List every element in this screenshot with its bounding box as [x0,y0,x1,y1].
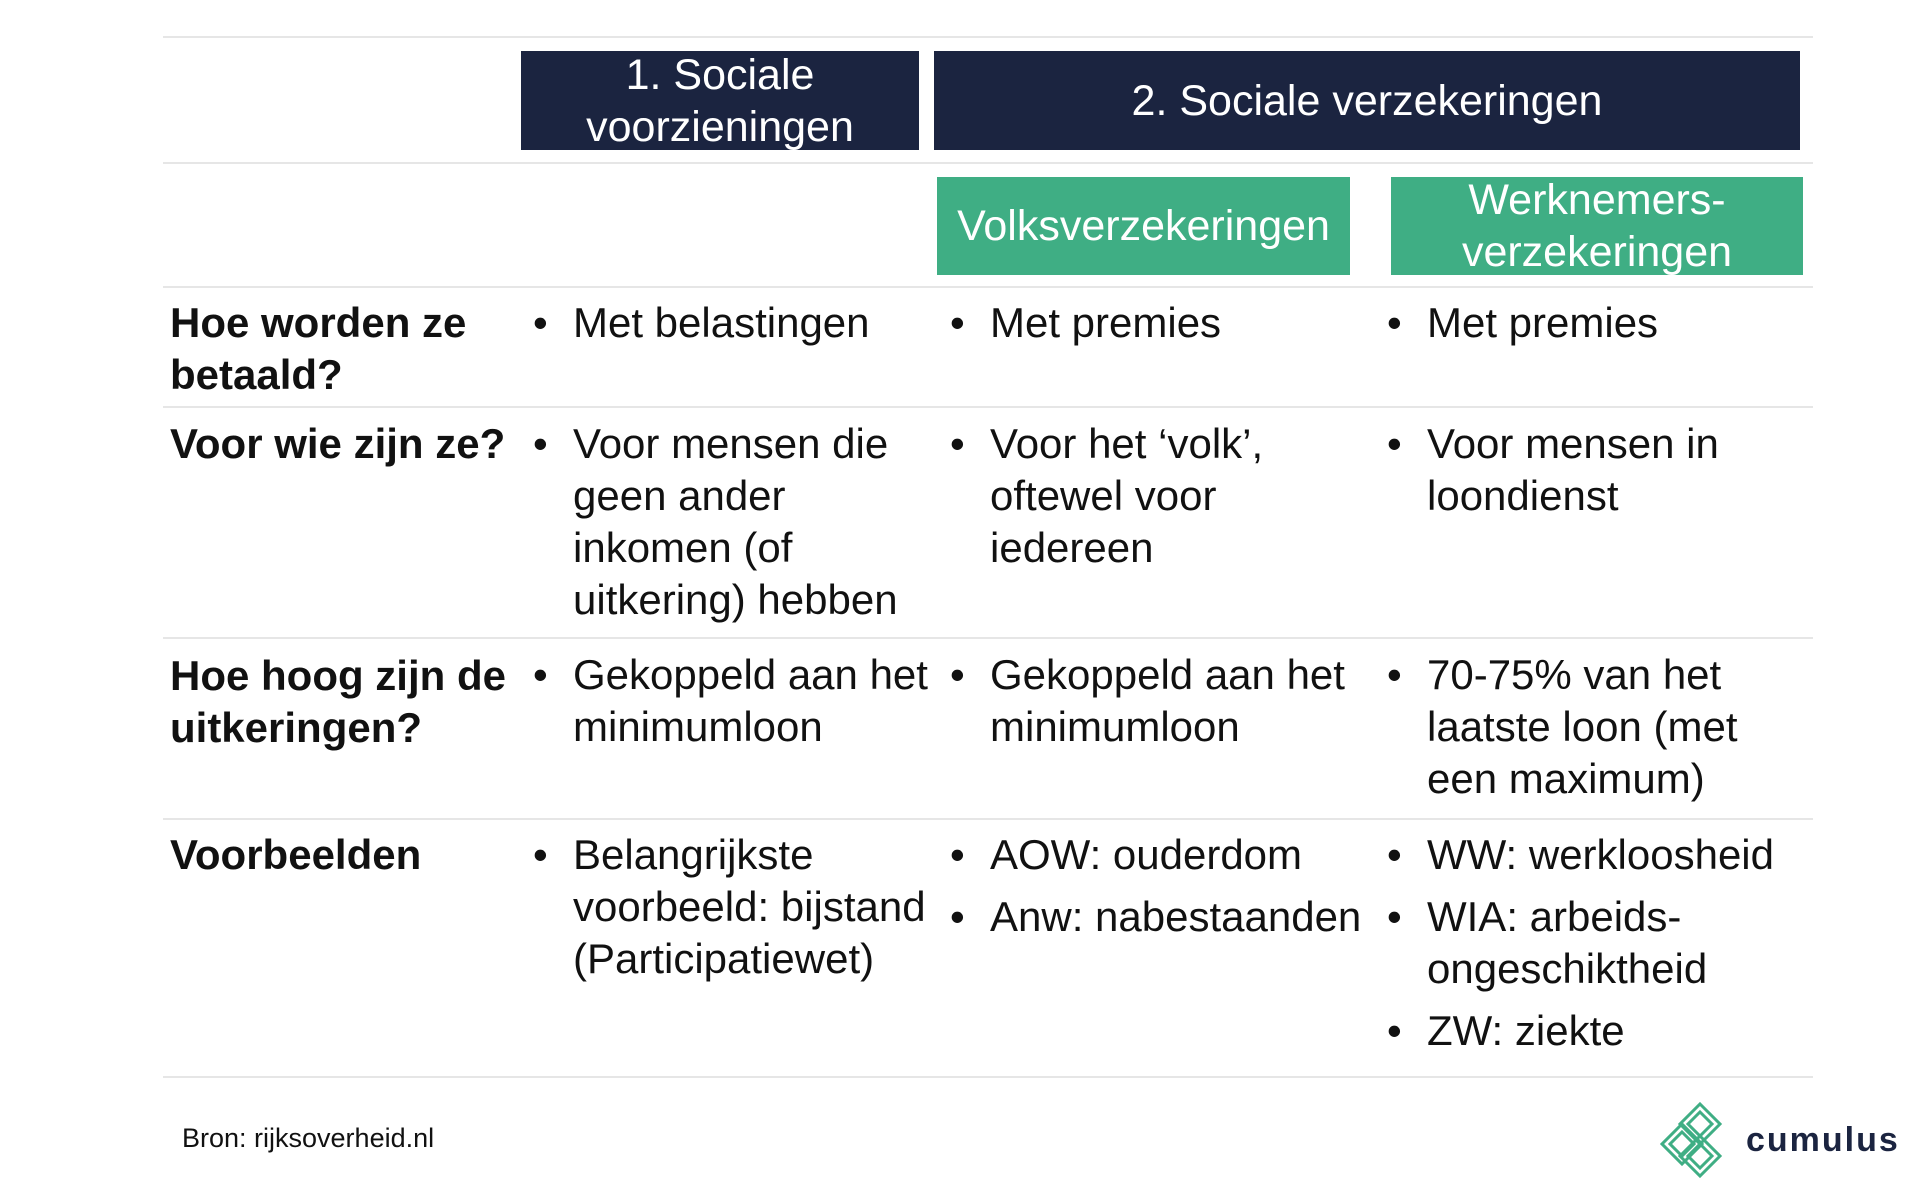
cell-list [938,297,1378,359]
divider [163,406,1813,408]
list-item: • Gekoppeld aan het minimumloon [938,649,1378,753]
list-item: • WW: werkloosheid [1375,829,1805,881]
cell-list [1375,829,1805,1067]
list-item: • Voor het ‘volk’, oftewel voor iedereen [938,418,1318,574]
list-item: • Anw: nabestaanden [938,891,1388,943]
row-label: Hoe worden ze betaald? [170,299,467,398]
list-item: • Met premies [1375,297,1805,349]
source-note: Bron: rijksoverheid.nl [182,1123,435,1153]
subheader-volksverzekeringen [937,177,1350,275]
divider [163,162,1813,164]
cumulus-logo [1660,1100,1900,1180]
row-label: Voor wie zijn ze? [170,420,506,467]
header-title: 2. Sociale verzekeringen [1131,76,1603,125]
list-item: • WIA: arbeids-ongeschiktheid [1375,891,1747,995]
row-label: Hoe hoog zijn de uitkeringen? [170,652,506,751]
list-item: • Met belastingen [521,297,941,349]
subheader-title: Werknemers-verzekeringen [1461,176,1733,276]
cell-list [938,418,1318,584]
row-label: Voorbeelden [170,831,422,878]
subheader-werknemersverzekeringen [1391,177,1803,275]
divider [163,637,1813,639]
list-item: • AOW: ouderdom [938,829,1388,881]
divider [163,36,1813,38]
cell-list [521,297,941,359]
list-item: • 70-75% van het laatste loon (met een maximum) [1375,649,1775,805]
header-sociale-verzekeringen [934,51,1800,150]
list-item: • Belangrijkste voorbeeld: bijstand (Participatiewet) [521,829,951,985]
divider [163,286,1813,288]
cumulus-logo-icon [1660,1100,1740,1180]
cell-list [938,649,1378,763]
logo-text: cumulus [1746,1120,1900,1159]
cell-list [521,649,951,763]
list-item: • Gekoppeld aan het minimumloon [521,649,951,753]
cell-list [521,829,951,995]
divider [163,818,1813,820]
header-sociale-voorzieningen [521,51,919,150]
list-item: • Voor mensen in loondienst [1375,418,1805,522]
cell-list [938,829,1388,953]
cell-list [1375,297,1805,359]
subheader-title: Volksverzekeringen [957,202,1330,250]
header-title: 1. Sociale voorzieningen [586,50,854,151]
cell-list [521,418,931,636]
cell-list [1375,418,1805,532]
list-item: • ZW: ziekte [1375,1005,1805,1057]
divider [163,1076,1813,1078]
cell-list [1375,649,1775,815]
list-item: • Voor mensen die geen ander inkomen (of uitkering) hebben [521,418,931,626]
list-item: • Met premies [938,297,1378,349]
